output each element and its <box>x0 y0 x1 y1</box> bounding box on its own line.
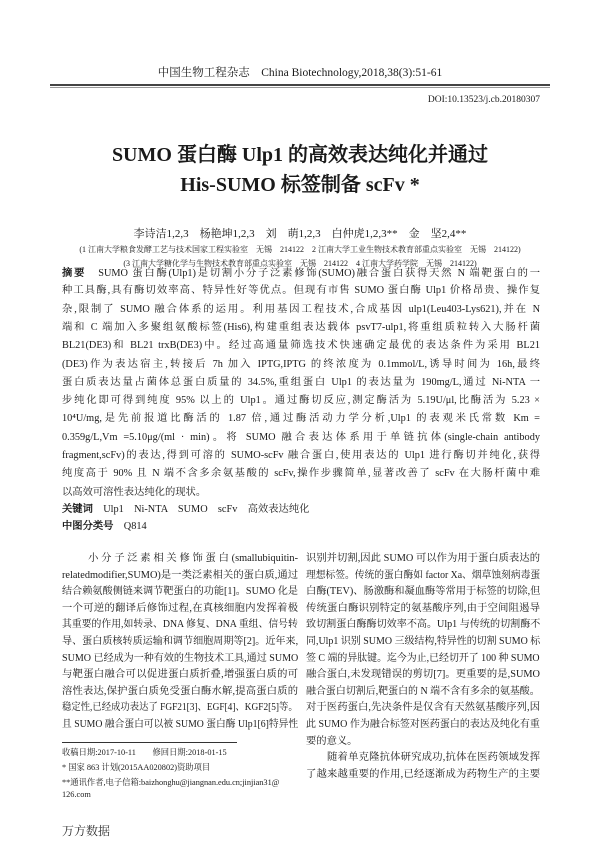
body-line: relatedmodifier,SUMO)是一类泛素相关的蛋白质,通过 <box>62 569 298 581</box>
body-line: 识别并切割,因此 SUMO 可以作为用于蛋白质表达的 <box>306 553 540 564</box>
abstract-line: 纯度高于 90% 且 N 端不含多余氨基酸的 scFv,操作步骤简单,显著改善了 scFv 在大肠杆菌中难 <box>62 468 540 480</box>
authors: 李诗洁1,2,3 杨艳坤1,2,3 刘 萌1,2,3 白仲虎1,2,3** 金 坚2,4** <box>133 228 467 240</box>
abstract-label: 摘要 <box>62 267 87 279</box>
abstract-line: 0.359g/L,Vm =5.10μg/(ml · min)。将 SUMO 融合表达体系用于单链抗体(single-chain antibody <box>62 431 540 443</box>
body-line: 随着单克隆抗体研究成功,抗体在医药领域发挥 <box>306 752 540 764</box>
body-line: 其重要的作用,如转录、DNA 修复、DNA 重组、信号转 <box>62 619 298 631</box>
body-line: 结合赖氨酸侧链来调节靶蛋白的功能[1]。SUMO 化是 <box>62 586 298 598</box>
body-line: 传统蛋白酶识别特定的氨基酸序列,由于空间阻遏导 <box>306 602 540 614</box>
header-rule-thin <box>50 87 550 88</box>
abstract-line: 蛋白质表达量占菌体总蛋白质量的 34.5%,重组蛋白 Ulp1 的表达量为 190mg/L,通过 Ni-NTA 一 <box>62 376 540 388</box>
body-line: 签 C 端的异肽键。迄今为止,已经切开了 100 种 SUMO <box>306 652 540 664</box>
affiliation-2: (3 江南大学糖化学与生物技术教育部重点实验室 无锡 214122 4 江南大学药学院 无锡 214122) <box>123 259 477 268</box>
footnote-rule <box>62 742 237 743</box>
footnote-dates: 收稿日期:2017-10-11 修回日期:2018-01-15 <box>62 748 227 757</box>
footnote-funding: * 国家 863 计划(2015AA020802)资助项目 <box>62 763 211 772</box>
header-rule <box>50 84 550 86</box>
affiliation-1: (1 江南大学粮食发酵工艺与技术国家工程实验室 无锡 214122 2 江南大学工业生物技术教育部重点实验室 无锡 214122) <box>79 245 521 254</box>
abstract-line: 端和 C 端加入多聚组氨酸标签(His6),构建重组表达载体 psvT7-ulp1,将重组质粒转入大肠杆菌 <box>62 321 540 333</box>
abstract-line: 步纯化即可得到纯度 95% 以上的 Ulp1。通过酶切反应,测定酶活为 5.19U/μl,比酶活为 5.23 × <box>62 395 540 407</box>
body-line: 理想标签。传统的蛋白酶如 factor Xa、烟草蚀刻病毒蛋 <box>306 569 541 581</box>
keywords-label: 关键词 <box>62 503 93 515</box>
body-line: 与靶蛋白融合可以促进蛋白质折叠,增强蛋白质的可 <box>62 669 298 681</box>
abstract-line: 杂,限制了 SUMO 融合体系的运用。利用基因工程技术,合成基因 ulp1(Leu403-Lys621),并在 N <box>62 303 540 315</box>
classification-label: 中图分类号 <box>62 520 114 532</box>
body-line: 且 SUMO 融合蛋白可以被 SUMO 蛋白酶 Ulp1[6]特异性 <box>62 719 299 730</box>
body-line: 要的意义。 <box>306 735 358 747</box>
journal-header: 中国生物工程杂志 China Biotechnology,2018,38(3):51-61 <box>157 67 443 79</box>
abstract-line: 10⁴U/mg,是先前报道比酶活的 1.87 倍,通过酶活动力学分析,Ulp1 的表观米氏常数 Km = <box>62 413 540 425</box>
abstract-line: (DE3)作为表达宿主,转接后 7h 加入 IPTG,IPTG 的终浓度为 0.1mmol/L,诱导时间为 16h,最终 <box>62 358 540 370</box>
body-line: 此 SUMO 作为融合标签对医药蛋白的表达及纯化有重 <box>306 719 540 730</box>
body-line: 致切割蛋白酶酶切效率不高。Ulp1 与传统的切割酶不 <box>306 619 541 631</box>
body-line: 溶性表达,保护蛋白质免受蛋白酶水解,提高蛋白质的 <box>62 685 298 697</box>
keywords-value: Ulp1 Ni-NTA SUMO scFv 高效表达纯化 <box>103 504 310 515</box>
abstract-line: fragment,scFv)的表达,得到可溶的 SUMO-scFv 融合蛋白,使用表达的 Ulp1 进行酶切并纯化,获得 <box>62 450 540 461</box>
body-line: 对于医药蛋白,先决条件是仅含有天然氨基酸序列,因 <box>306 702 540 714</box>
classification-value: Q814 <box>123 521 147 532</box>
footnote-contact-cont: 126.com <box>62 790 91 799</box>
body-line: 白酶(TEV)、肠激酶和凝血酶等常用于标签的切除,但 <box>306 586 541 598</box>
body-line: 一个可逆的翻译后修饰过程,在真核细胞内发挥着极 <box>62 602 298 614</box>
body-line: 小分子泛素相关修饰蛋白(smallubiquitin- <box>62 553 298 564</box>
footnote-contact: **通讯作者,电子信箱:baizhonghu@jiangnan.edu.cn;jinjian31@ <box>62 778 280 787</box>
body-line: 同,Ulp1 识别 SUMO 三级结构,特异性的切割 SUMO 标 <box>306 636 541 647</box>
wanfang-watermark: 万方数据 <box>62 824 111 838</box>
abstract-text: SUMO 蛋白酶(Ulp1)是切割小分子泛素修饰(SUMO)融合蛋白获得天然 N 端靶蛋白的一 <box>98 268 541 279</box>
abstract-line: BL21(DE3)和 BL21 trxB(DE3)中。经过高通量筛选技术快速确定最优的表达条件为采用 BL21 <box>62 340 540 352</box>
title-line-1: SUMO 蛋白酶 Ulp1 的高效表达纯化并通过 <box>111 144 489 166</box>
doi: DOI:10.13523/j.cb.20180307 <box>427 95 540 105</box>
classification <box>62 519 540 533</box>
body-line: 稳定性,已经成功表达了 FGF21[3]、EGF[4]、KGF2[5]等。 <box>62 702 298 714</box>
body-line: 融合蛋白,未发现错误的剪切[7]。更重要的是,SUMO <box>306 669 540 681</box>
abstract-line: 种工具酶,具有酶切效率高、特异性好等优点。但现有市售 SUMO 蛋白酶 Ulp1 价格昂贵、操作复 <box>62 285 540 297</box>
body-line: 导、蛋白质核转质运输和调节细胞周期等[2]。近年来, <box>62 636 299 647</box>
title-line-2: His-SUMO 标签制备 scFv * <box>180 174 420 196</box>
keywords <box>62 502 540 516</box>
body-line: SUMO 已经成为一种有效的生物技术工具,通过 SUMO <box>62 652 299 664</box>
abstract-line: 以高效可溶性表达纯化的现状。 <box>62 486 207 498</box>
body-line: 了越来越重要的作用,已经逐渐成为药物生产的主要 <box>306 768 540 780</box>
abstract-line <box>62 266 540 280</box>
body-line: 融合蛋白切割后,靶蛋白的 N 端不含有多余的氨基酸。 <box>306 685 540 697</box>
